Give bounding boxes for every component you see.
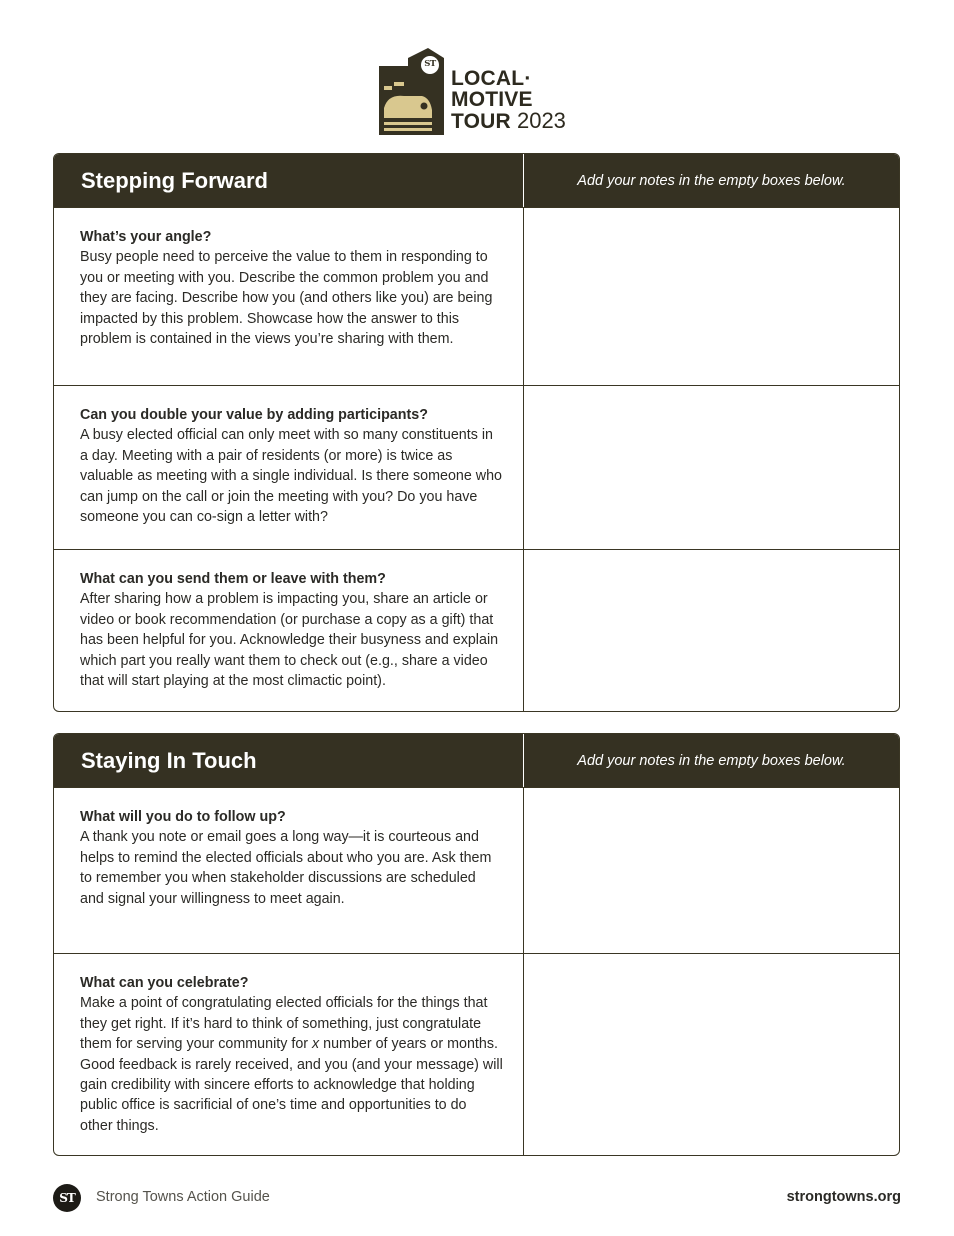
section-header [54,154,899,207]
logo-line-2: MOTIVE [451,88,533,111]
notes-box[interactable] [524,550,899,711]
section-hint: Add your notes in the empty boxes below. [577,172,846,189]
prompt-heading: What can you celebrate? [80,975,249,991]
section-stepping-forward [53,153,900,712]
prompt-row [54,207,899,385]
prompt-heading: What’s your angle? [80,229,212,245]
logo-line-1: LOCAL· [451,67,532,90]
prompt-body-part: number of years or months. Good feedback is rarely received, and you (and your message) will gain credibility with sincere efforts to acknowledge that holding public office is sacrificial of one’s time and opportunities to do other things. [80,1036,503,1134]
prompt-cell [54,550,524,711]
prompt-cell [54,208,524,385]
notes-box[interactable] [524,954,899,1155]
prompt-body: After sharing how a problem is impacting you, share an article or video or book recommendation (or purchase a copy as a gift) that has been helpful for you. Acknowledge their busyness and explain which part you really want them to check out (e.g., share a video that will start playing at the most climactic point). [80,591,499,690]
strong-towns-logo-icon: ST [53,1184,81,1212]
logo-line-3 [451,110,566,132]
tour-logo [378,46,578,138]
logo-tour: TOUR [451,110,511,133]
prompt-cell [54,954,524,1155]
footer-guide-title: Strong Towns Action Guide [96,1189,270,1205]
prompt-heading: Can you double your value by adding participants? [80,407,428,423]
section-title: Stepping Forward [54,154,524,207]
prompt-body: A busy elected official can only meet with so many constituents in a day. Meeting with a pair of residents (or more) is twice as valuable as meeting with a single individual. Is there someone who can jump on the call or join the meeting with you? Do you have someone you can co-sign a letter with? [80,427,503,526]
prompt-cell [54,386,524,549]
prompt-row [54,953,899,1155]
logo-wordmark [451,68,566,132]
section-header [54,734,899,787]
prompt-body: A thank you note or email goes a long way—it is courteous and helps to remind the elected officials about who you are. Ask them to remember you when stakeholder discussions are scheduled and signal your willingness to meet again. [80,829,492,907]
logo-year: 2023 [516,108,566,133]
prompt-body-part: Make a point of congratulating elected officials for the things that they get right. If it’s hard to think of something, just congratulate them for serving your community for [80,995,488,1053]
prompt-body [80,993,503,1136]
footer-website-link[interactable]: strongtowns.org [786,1189,901,1205]
section-staying-in-touch [53,733,900,1156]
prompt-row [54,787,899,953]
notes-box[interactable] [524,208,899,385]
prompt-body: Busy people need to perceive the value to them in responding to you or meeting with you. Describe the common problem you and they are facing. Describe how you (and others like you) are being impacted by this problem. Showcase how the answer to this problem is contained in the views you’re sharing with them. [80,249,493,348]
section-title: Staying In Touch [54,734,524,787]
notes-box[interactable] [524,386,899,549]
logo-badge: ST [424,59,436,69]
prompt-row [54,549,899,711]
prompt-heading: What will you do to follow up? [80,809,286,825]
prompt-row [54,385,899,549]
prompt-body-italic: x [312,1036,320,1053]
section-hint: Add your notes in the empty boxes below. [577,752,846,769]
notes-box[interactable] [524,788,899,953]
prompt-heading: What can you send them or leave with them? [80,571,386,587]
prompt-cell [54,788,524,953]
